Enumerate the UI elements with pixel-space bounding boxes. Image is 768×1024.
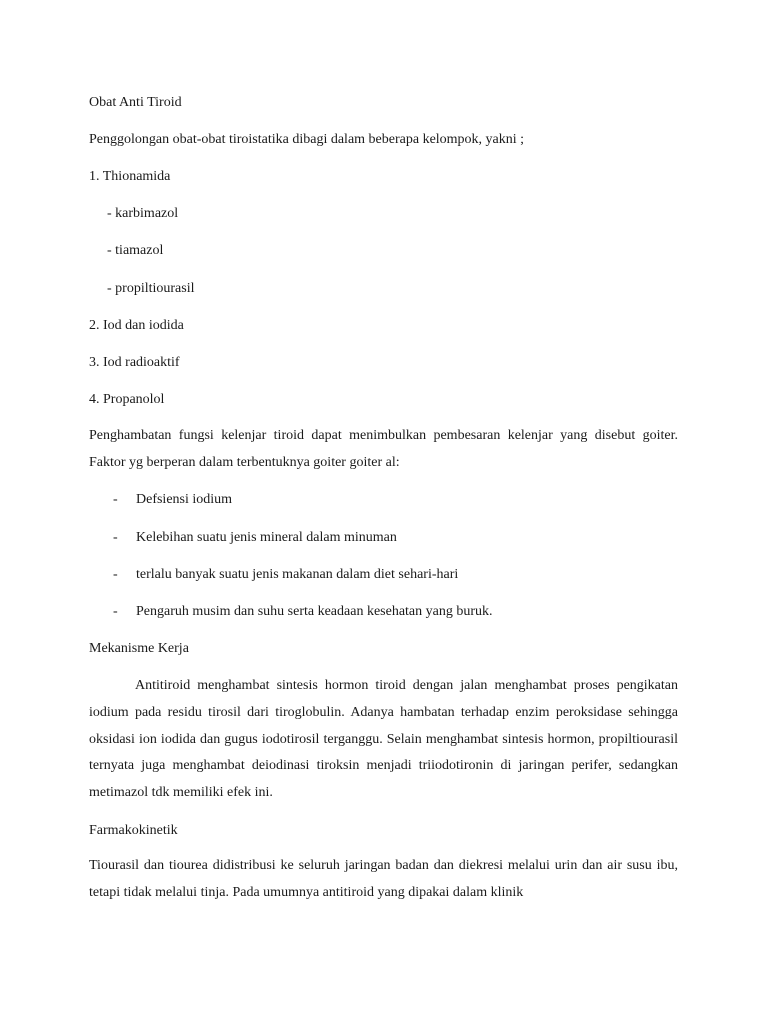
factor-text: Defsiensi iodium bbox=[136, 492, 233, 507]
bullet-dash: - bbox=[113, 604, 118, 619]
drug-item-propiltiourasil: - propiltiourasil bbox=[107, 281, 195, 296]
mekanisme-paragraph: Antitiroid menghambat sintesis hormon tiroid dengan jalan menghambat proses pengikatan iodium pada residu tirosil dari tiroglobulin. Adanya hambatan terhadap enzim peroksidase sehingga oksidasi ion iodida dan gugus iodotirosil terganggu. Selain menghambat sintesis hormon, propiltiourasil ternyata juga menghambat deiodinasi tiroksin menjadi triiodotironin di jaringan perifer, sedangkan metimazol tdk memiliki efek ini. bbox=[89, 678, 678, 801]
farmakokinetik-heading: Farmakokinetik bbox=[89, 823, 178, 838]
drug-item-karbimazol: - karbimazol bbox=[107, 206, 179, 221]
bullet-dash: - bbox=[113, 567, 118, 582]
group-propanolol: 4. Propanolol bbox=[89, 392, 165, 407]
farmakokinetik-paragraph: Tiourasil dan tiourea didistribusi ke seluruh jaringan badan dan diekresi melalui urin dan air susu ibu, tetapi tidak melalui tinja. Pada umumnya antitiroid yang dipakai dalam klinik bbox=[89, 858, 678, 900]
factor-text: terlalu banyak suatu jenis makanan dalam diet sehari-hari bbox=[136, 567, 459, 582]
group-iod-radioaktif: 3. Iod radioaktif bbox=[89, 355, 180, 370]
goiter-paragraph: Penghambatan fungsi kelenjar tiroid dapat menimbulkan pembesaran kelenjar yang disebut goiter. Faktor yg berperan dalam terbentuknya goiter goiter al: bbox=[89, 428, 678, 470]
factor-text: Kelebihan suatu jenis mineral dalam minuman bbox=[136, 530, 397, 545]
mekanisme-heading: Mekanisme Kerja bbox=[89, 641, 189, 656]
group-iod-iodida: 2. Iod dan iodida bbox=[89, 318, 184, 333]
group-thionamida: 1. Thionamida bbox=[89, 169, 171, 184]
bullet-dash: - bbox=[113, 530, 118, 545]
document-title: Obat Anti Tiroid bbox=[89, 95, 182, 110]
bullet-dash: - bbox=[113, 492, 118, 507]
factor-text: Pengaruh musim dan suhu serta keadaan kesehatan yang buruk. bbox=[136, 604, 493, 619]
drug-item-tiamazol: - tiamazol bbox=[107, 243, 164, 258]
intro-text: Penggolongan obat-obat tiroistatika dibagi dalam beberapa kelompok, yakni ; bbox=[89, 132, 525, 147]
